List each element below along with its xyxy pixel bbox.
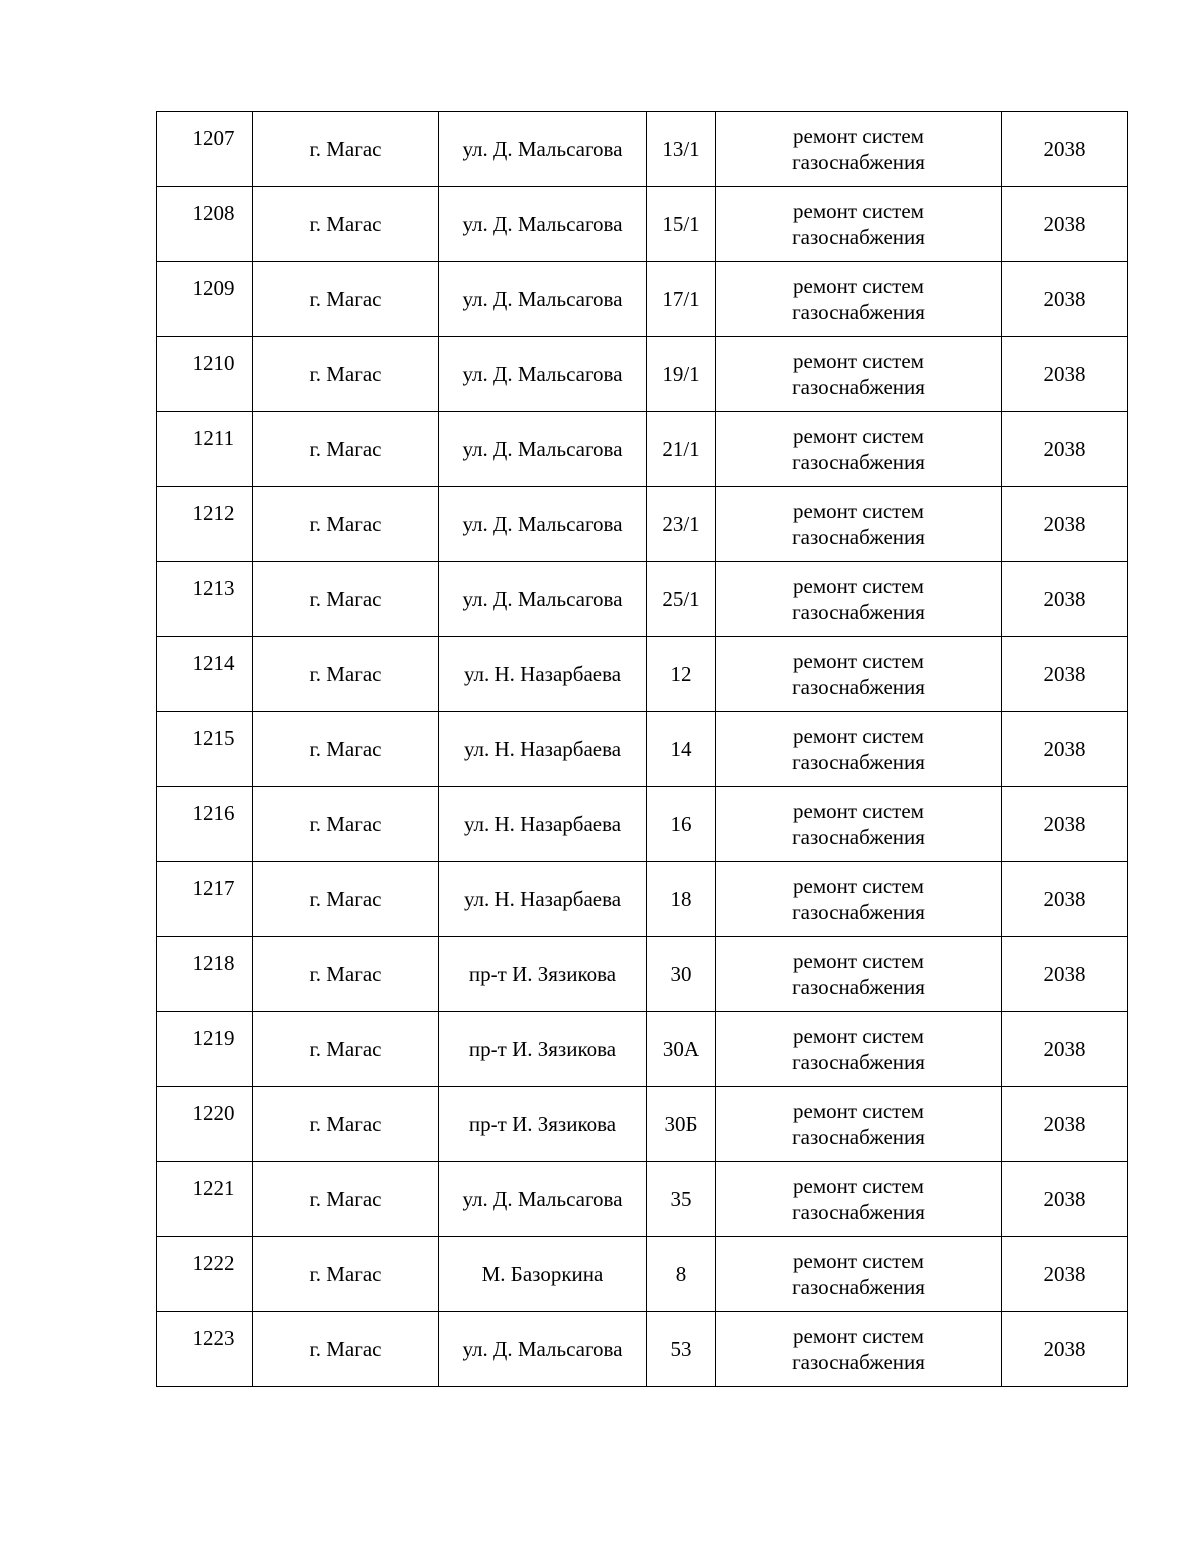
year-cell: 2038 — [1002, 937, 1128, 1012]
year-cell: 2038 — [1002, 1087, 1128, 1162]
table-row — [157, 712, 1128, 787]
row-number-cell: 1207 — [157, 112, 253, 187]
year-cell: 2038 — [1002, 262, 1128, 337]
work-type-line-2: газоснабжения — [792, 1350, 925, 1374]
year-cell: 2038 — [1002, 562, 1128, 637]
street-cell: ул. Д. Мальсагова — [439, 337, 647, 412]
work-type-cell — [716, 562, 1002, 637]
city-cell: г. Магас — [253, 1312, 439, 1387]
table-row — [157, 637, 1128, 712]
work-type-line-2: газоснабжения — [792, 975, 925, 999]
work-type-line-1: ремонт систем — [793, 1249, 924, 1273]
street-cell: пр-т И. Зязикова — [439, 1087, 647, 1162]
work-type-line-1: ремонт систем — [793, 724, 924, 748]
work-type-cell — [716, 712, 1002, 787]
city-cell: г. Магас — [253, 487, 439, 562]
year-cell: 2038 — [1002, 187, 1128, 262]
work-type-line-1: ремонт систем — [793, 649, 924, 673]
work-type-cell — [716, 412, 1002, 487]
street-cell: пр-т И. Зязикова — [439, 937, 647, 1012]
work-type-line-2: газоснабжения — [792, 900, 925, 924]
work-type-line-1: ремонт систем — [793, 499, 924, 523]
table-row — [157, 187, 1128, 262]
table-row — [157, 862, 1128, 937]
street-cell: ул. Д. Мальсагова — [439, 112, 647, 187]
row-number-cell: 1220 — [157, 1087, 253, 1162]
work-type-line-2: газоснабжения — [792, 300, 925, 324]
house-number-cell: 13/1 — [647, 112, 716, 187]
work-type-line-2: газоснабжения — [792, 1200, 925, 1224]
city-cell: г. Магас — [253, 637, 439, 712]
house-number-cell: 12 — [647, 637, 716, 712]
work-type-cell — [716, 187, 1002, 262]
street-cell: пр-т И. Зязикова — [439, 1012, 647, 1087]
table-row — [157, 1087, 1128, 1162]
work-type-line-1: ремонт систем — [793, 274, 924, 298]
city-cell: г. Магас — [253, 337, 439, 412]
street-cell: ул. Д. Мальсагова — [439, 1162, 647, 1237]
work-type-line-1: ремонт систем — [793, 1324, 924, 1348]
table-row — [157, 1012, 1128, 1087]
street-cell: ул. Д. Мальсагова — [439, 562, 647, 637]
row-number-cell: 1215 — [157, 712, 253, 787]
work-type-line-1: ремонт систем — [793, 874, 924, 898]
table-row — [157, 112, 1128, 187]
street-cell: ул. Д. Мальсагова — [439, 262, 647, 337]
work-type-line-2: газоснабжения — [792, 600, 925, 624]
year-cell: 2038 — [1002, 487, 1128, 562]
buildings-table — [156, 111, 1128, 1387]
street-cell: ул. Д. Мальсагова — [439, 187, 647, 262]
work-type-line-2: газоснабжения — [792, 1275, 925, 1299]
street-cell: ул. Н. Назарбаева — [439, 787, 647, 862]
work-type-cell — [716, 1162, 1002, 1237]
city-cell: г. Магас — [253, 1237, 439, 1312]
house-number-cell: 16 — [647, 787, 716, 862]
work-type-line-1: ремонт систем — [793, 799, 924, 823]
house-number-cell: 19/1 — [647, 337, 716, 412]
row-number-cell: 1210 — [157, 337, 253, 412]
work-type-cell — [716, 1312, 1002, 1387]
row-number-cell: 1214 — [157, 637, 253, 712]
table-row — [157, 1237, 1128, 1312]
row-number-cell: 1218 — [157, 937, 253, 1012]
row-number-cell: 1216 — [157, 787, 253, 862]
year-cell: 2038 — [1002, 1237, 1128, 1312]
work-type-line-1: ремонт систем — [793, 424, 924, 448]
table-row — [157, 562, 1128, 637]
row-number-cell: 1217 — [157, 862, 253, 937]
work-type-cell — [716, 787, 1002, 862]
work-type-line-1: ремонт систем — [793, 1099, 924, 1123]
house-number-cell: 21/1 — [647, 412, 716, 487]
house-number-cell: 30Б — [647, 1087, 716, 1162]
work-type-cell — [716, 1012, 1002, 1087]
work-type-cell — [716, 337, 1002, 412]
work-type-line-2: газоснабжения — [792, 450, 925, 474]
row-number-cell: 1221 — [157, 1162, 253, 1237]
city-cell: г. Магас — [253, 187, 439, 262]
work-type-line-2: газоснабжения — [792, 675, 925, 699]
year-cell: 2038 — [1002, 412, 1128, 487]
row-number-cell: 1209 — [157, 262, 253, 337]
house-number-cell: 53 — [647, 1312, 716, 1387]
city-cell: г. Магас — [253, 1162, 439, 1237]
street-cell: ул. Д. Мальсагова — [439, 1312, 647, 1387]
row-number-cell: 1223 — [157, 1312, 253, 1387]
work-type-line-1: ремонт систем — [793, 1024, 924, 1048]
street-cell: ул. Н. Назарбаева — [439, 712, 647, 787]
city-cell: г. Магас — [253, 787, 439, 862]
street-cell: М. Базоркина — [439, 1237, 647, 1312]
table-row — [157, 262, 1128, 337]
work-type-line-2: газоснабжения — [792, 825, 925, 849]
work-type-line-2: газоснабжения — [792, 1125, 925, 1149]
year-cell: 2038 — [1002, 112, 1128, 187]
house-number-cell: 25/1 — [647, 562, 716, 637]
year-cell: 2038 — [1002, 1162, 1128, 1237]
table-row — [157, 787, 1128, 862]
house-number-cell: 14 — [647, 712, 716, 787]
house-number-cell: 8 — [647, 1237, 716, 1312]
city-cell: г. Магас — [253, 562, 439, 637]
work-type-cell — [716, 1087, 1002, 1162]
table-row — [157, 1312, 1128, 1387]
city-cell: г. Магас — [253, 262, 439, 337]
city-cell: г. Магас — [253, 112, 439, 187]
work-type-line-2: газоснабжения — [792, 1050, 925, 1074]
house-number-cell: 17/1 — [647, 262, 716, 337]
city-cell: г. Магас — [253, 412, 439, 487]
house-number-cell: 30 — [647, 937, 716, 1012]
city-cell: г. Магас — [253, 1087, 439, 1162]
work-type-line-1: ремонт систем — [793, 199, 924, 223]
work-type-line-1: ремонт систем — [793, 124, 924, 148]
table-row — [157, 487, 1128, 562]
city-cell: г. Магас — [253, 862, 439, 937]
year-cell: 2038 — [1002, 787, 1128, 862]
table-row — [157, 1162, 1128, 1237]
work-type-line-2: газоснабжения — [792, 150, 925, 174]
city-cell: г. Магас — [253, 937, 439, 1012]
house-number-cell: 23/1 — [647, 487, 716, 562]
row-number-cell: 1208 — [157, 187, 253, 262]
street-cell: ул. Д. Мальсагова — [439, 412, 647, 487]
year-cell: 2038 — [1002, 862, 1128, 937]
house-number-cell: 30А — [647, 1012, 716, 1087]
year-cell: 2038 — [1002, 1312, 1128, 1387]
work-type-line-2: газоснабжения — [792, 750, 925, 774]
work-type-cell — [716, 112, 1002, 187]
year-cell: 2038 — [1002, 1012, 1128, 1087]
work-type-line-1: ремонт систем — [793, 349, 924, 373]
year-cell: 2038 — [1002, 637, 1128, 712]
work-type-cell — [716, 862, 1002, 937]
row-number-cell: 1212 — [157, 487, 253, 562]
street-cell: ул. Д. Мальсагова — [439, 487, 647, 562]
work-type-line-2: газоснабжения — [792, 525, 925, 549]
work-type-cell — [716, 262, 1002, 337]
row-number-cell: 1222 — [157, 1237, 253, 1312]
row-number-cell: 1213 — [157, 562, 253, 637]
table-row — [157, 412, 1128, 487]
city-cell: г. Магас — [253, 712, 439, 787]
street-cell: ул. Н. Назарбаева — [439, 862, 647, 937]
house-number-cell: 15/1 — [647, 187, 716, 262]
work-type-cell — [716, 1237, 1002, 1312]
year-cell: 2038 — [1002, 712, 1128, 787]
work-type-line-2: газоснабжения — [792, 375, 925, 399]
row-number-cell: 1211 — [157, 412, 253, 487]
work-type-line-1: ремонт систем — [793, 949, 924, 973]
work-type-cell — [716, 487, 1002, 562]
work-type-line-1: ремонт систем — [793, 1174, 924, 1198]
house-number-cell: 18 — [647, 862, 716, 937]
work-type-line-1: ремонт систем — [793, 574, 924, 598]
work-type-line-2: газоснабжения — [792, 225, 925, 249]
table-body — [157, 112, 1128, 1387]
work-type-cell — [716, 937, 1002, 1012]
work-type-cell — [716, 637, 1002, 712]
house-number-cell: 35 — [647, 1162, 716, 1237]
table-row — [157, 937, 1128, 1012]
year-cell: 2038 — [1002, 337, 1128, 412]
street-cell: ул. Н. Назарбаева — [439, 637, 647, 712]
city-cell: г. Магас — [253, 1012, 439, 1087]
row-number-cell: 1219 — [157, 1012, 253, 1087]
table-row — [157, 337, 1128, 412]
